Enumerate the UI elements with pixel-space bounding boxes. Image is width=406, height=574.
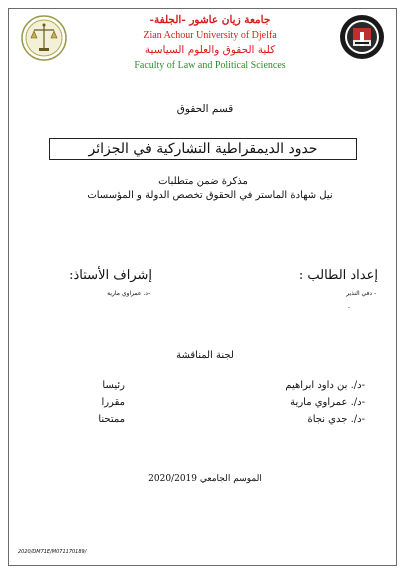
committee-member-name: -د/. جدي نجاة (307, 414, 365, 425)
student-name: - دفي النذير (346, 290, 376, 297)
memo-line-2: نيل شهادة الماستر في الحقوق تخصص الدولة و المؤسسات (87, 190, 333, 201)
committee-title: لجنة المناقشة (176, 350, 234, 361)
faculty-name-arabic: كلية الحقوق والعلوم السياسية (144, 44, 276, 56)
university-name-arabic: جامعة زيان عاشور -الجلفة- (149, 14, 271, 26)
committee-member-role: ممتحنا (98, 414, 125, 425)
thesis-title-box (49, 138, 357, 160)
committee-member-role: مقررا (101, 397, 125, 408)
memo-line-1: مذكرة ضمن متطلبات (158, 176, 248, 187)
academic-year: الموسم الجامعي 2020/2019 (148, 474, 262, 484)
document-reference: 2020/DM71E/M071170189/ (18, 549, 87, 555)
student-label: إعداد الطالب : (298, 268, 378, 283)
supervisor-name: -د. عمراوي مارية (107, 290, 150, 297)
committee-member-name: -د/. بن داود ابراهيم (285, 380, 365, 391)
scales-of-justice-logo (20, 14, 68, 62)
committee-member-name: -د/. عمراوي مارية (290, 397, 365, 408)
faculty-name-english: Faculty of Law and Political Sciences (134, 60, 286, 71)
thesis-title: حدود الديمقراطية التشاركية في الجزائر (88, 141, 318, 157)
university-name-english: Zian Achour University of Djelfa (143, 30, 277, 41)
university-seal-logo (339, 14, 385, 60)
student-extra-line: - (347, 304, 350, 311)
committee-member-role: رئيسا (102, 380, 125, 391)
department-name: قسم الحقوق (176, 103, 234, 115)
supervisor-label: إشراف الأستاذ: (69, 268, 152, 283)
